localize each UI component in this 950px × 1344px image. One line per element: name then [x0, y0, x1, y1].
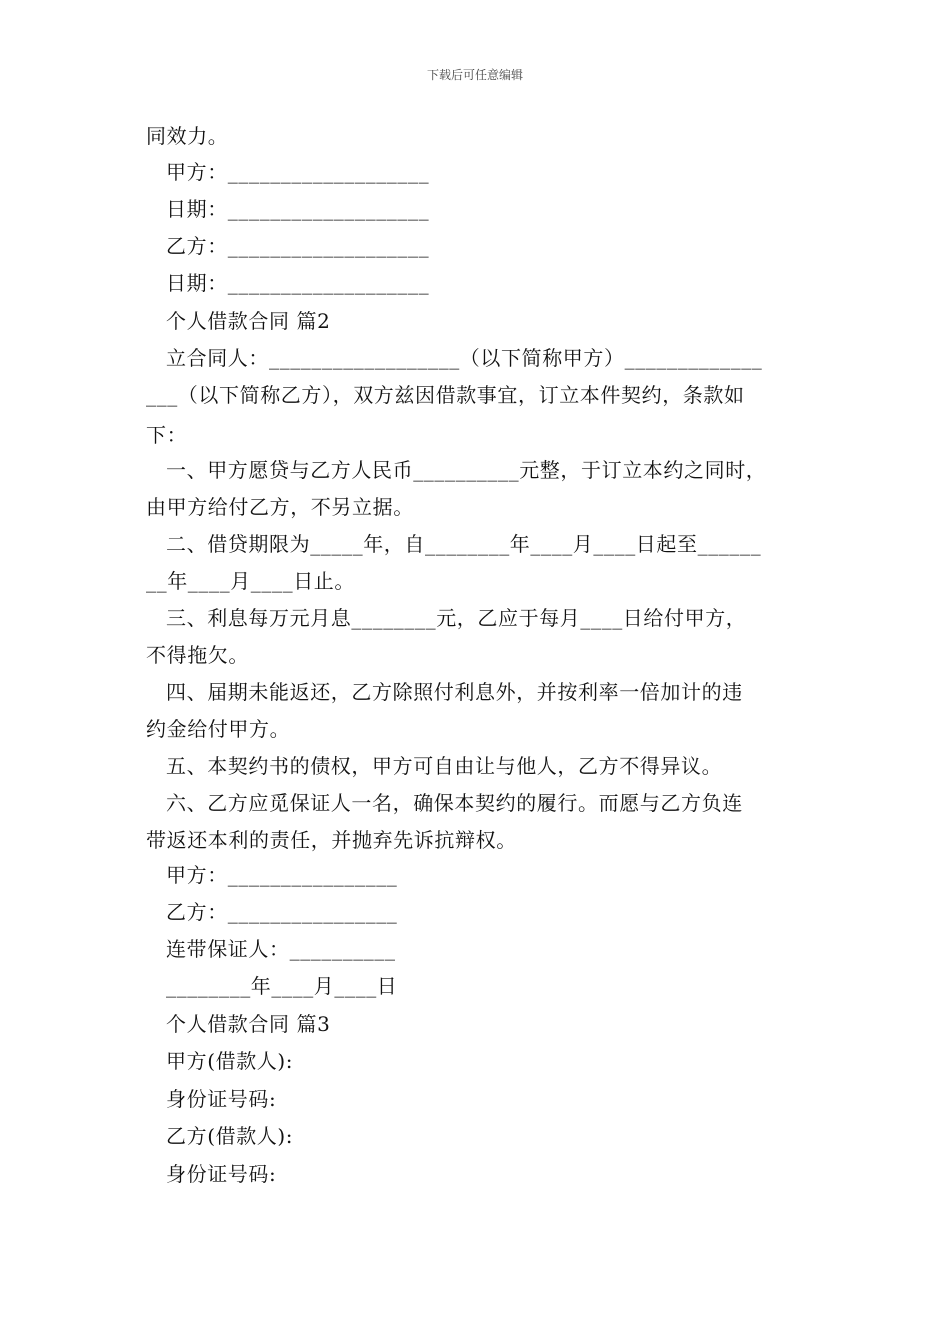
text-line: 甲方(借款人):: [166, 1049, 294, 1073]
text-line: 不得拖欠。: [146, 643, 249, 667]
text-line: 身份证号码:: [166, 1087, 277, 1111]
text-line: 日期：___________________: [166, 197, 430, 221]
text-line: 日期：___________________: [166, 271, 430, 295]
text-line: ___（以下简称乙方），双方兹因借款事宜，订立本件契约，条款如: [146, 383, 745, 407]
section-heading: 个人借款合同 篇2: [166, 309, 331, 333]
text-line: 五、本契约书的债权，甲方可自由让与他人，乙方不得异议。: [166, 754, 723, 778]
text-line: 下：: [146, 423, 188, 447]
text-line: 乙方(借款人):: [166, 1124, 294, 1148]
text-line: 一、甲方愿贷与乙方人民币__________元整，于订立本约之同时，: [166, 458, 767, 482]
text-line: 身份证号码:: [166, 1162, 277, 1186]
text-line: 乙方：________________: [166, 900, 398, 924]
text-line: 连带保证人：__________: [166, 937, 396, 961]
text-line: 三、利息每万元月息________元，乙应于每月____日给付甲方，: [166, 606, 747, 630]
text-line: 甲方：___________________: [166, 160, 430, 184]
text-line: ________年____月____日: [166, 974, 398, 998]
section-heading: 个人借款合同 篇3: [166, 1012, 331, 1036]
text-line: 约金给付甲方。: [146, 717, 291, 741]
text-line: 立合同人：__________________（以下简称甲方）_____________: [166, 346, 763, 370]
text-line: 由甲方给付乙方，不另立据。: [146, 495, 414, 519]
text-line: 六、乙方应觅保证人一名，确保本契约的履行。而愿与乙方负连: [166, 791, 743, 815]
text-line: 带返还本利的责任，并抛弃先诉抗辩权。: [146, 828, 517, 852]
text-line: 四、届期未能返还，乙方除照付利息外，并按利率一倍加计的违: [166, 680, 743, 704]
text-line: 甲方：________________: [166, 863, 398, 887]
text-line: __年____月____日止。: [146, 569, 355, 593]
page-header: 下载后可任意编辑: [426, 68, 523, 82]
text-line: 同效力。: [146, 124, 229, 148]
text-line: 乙方：___________________: [166, 234, 430, 258]
text-line: 二、借贷期限为_____年，自________年____月____日起至______: [166, 532, 762, 556]
